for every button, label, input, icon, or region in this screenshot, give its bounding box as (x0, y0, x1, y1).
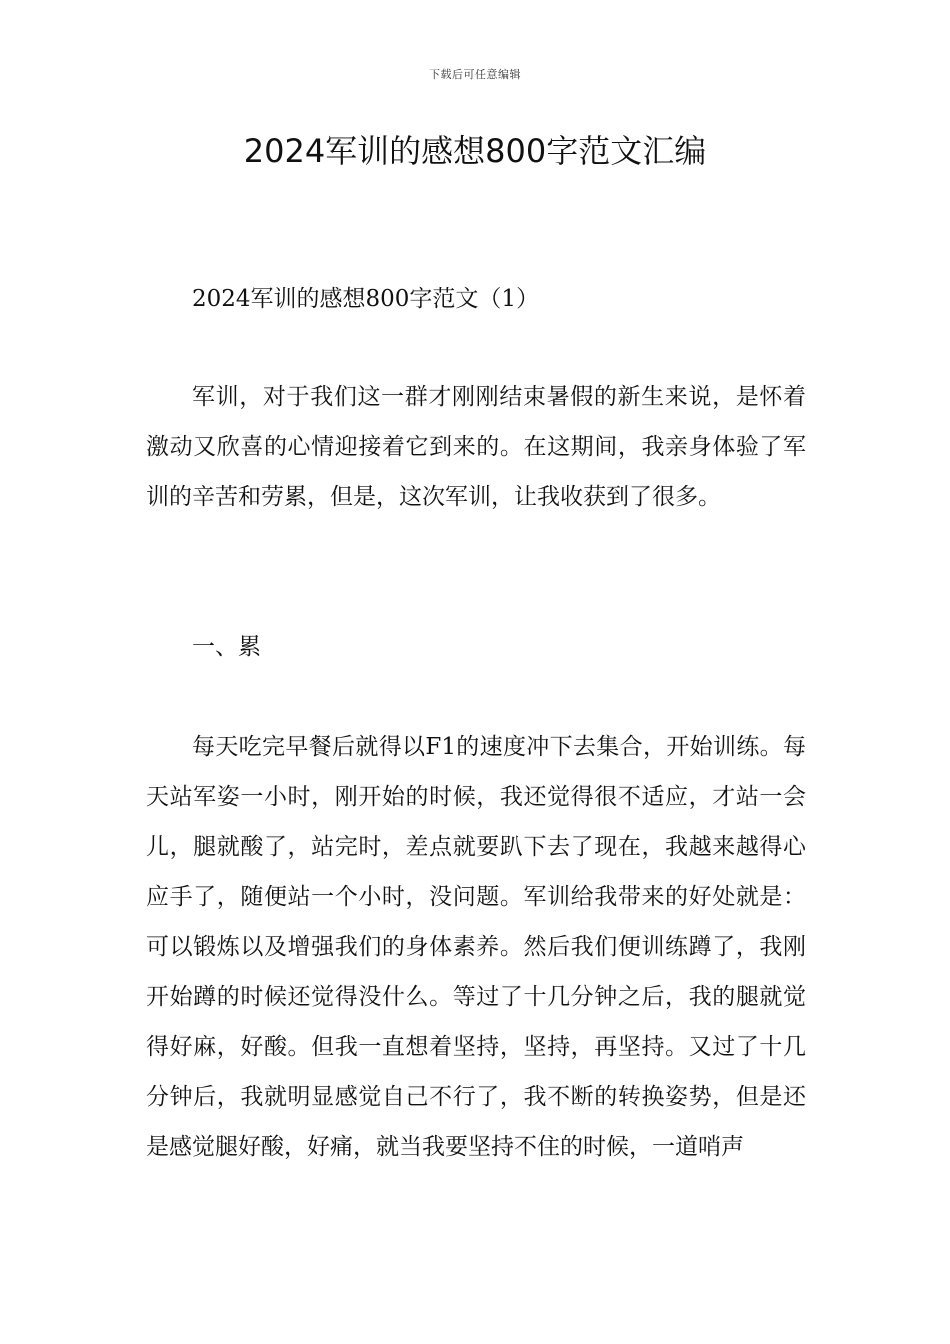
section-heading-tired: 一、累 (192, 634, 261, 660)
header-note: 下载后可任意编辑 (429, 68, 521, 81)
article-subtitle: 2024军训的感想800字范文（1） (192, 286, 540, 312)
document-title: 2024军训的感想800字范文汇编 (243, 132, 707, 170)
paragraph-daily-training: 每天吃完早餐后就得以F1的速度冲下去集合，开始训练。每天站军姿一小时，刚开始的时候，我还觉得很不适应，才站一会儿，腿就酸了，站完时，差点就要趴下去了现在，我越来越得心应手了，随便站一个小时，没问题。军训给我带来的好处就是：可以锻炼以及增强我们的身体素养。然后我们便训练蹲了，我刚开始蹲的时候还觉得没什么。等过了十几分钟之后，我的腿就觉得好麻，好酸。但我一直想着坚持，坚持，再坚持。又过了十几分钟后，我就明显感觉自己不行了，我不断的转换姿势，但是还是感觉腿好酸，好痛，就当我要坚持不住的时候，一道哨声 (146, 734, 806, 1160)
paragraph-intro: 军训，对于我们这一群才刚刚结束暑假的新生来说，是怀着激动又欣喜的心情迎接着它到来的。在这期间，我亲身体验了军训的辛苦和劳累，但是，这次军训，让我收获到了很多。 (146, 384, 806, 510)
